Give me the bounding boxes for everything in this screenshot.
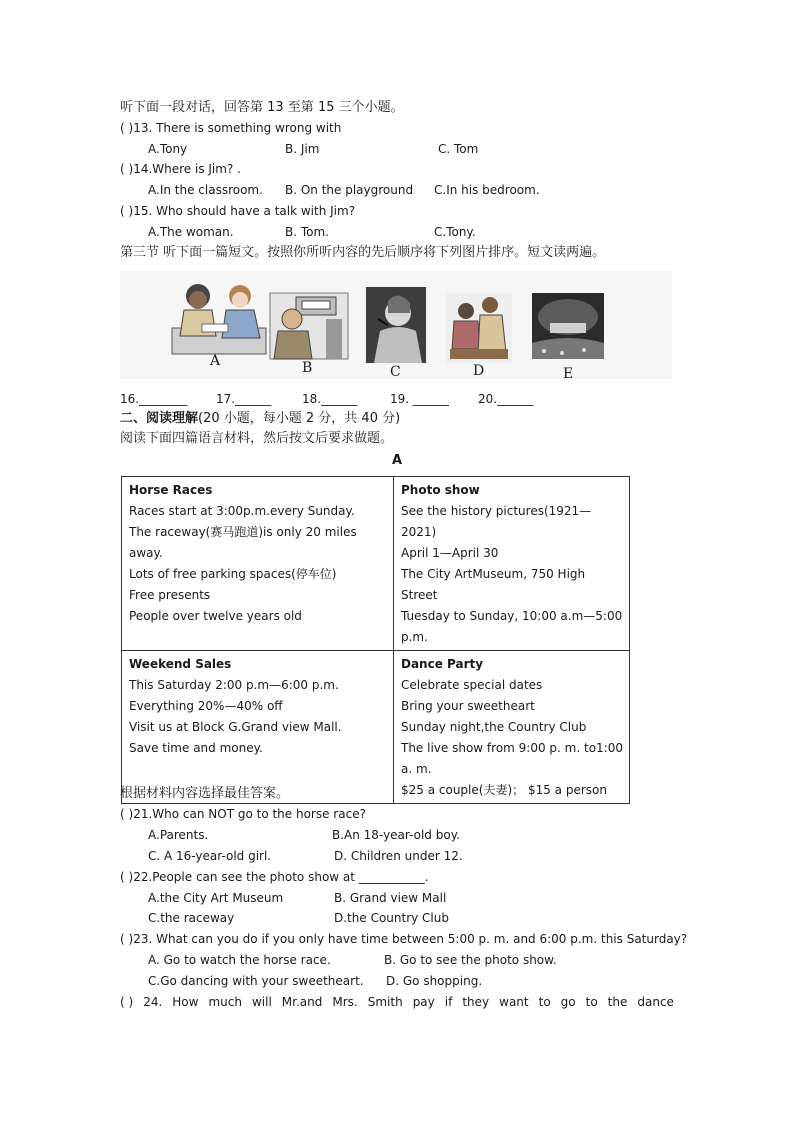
question-word: the [607, 995, 628, 1009]
question-word: Smith [367, 995, 403, 1009]
option-a: A.the City Art Museum [148, 891, 284, 905]
ad-line: This Saturday 2:00 p.m—6:00 p.m. [129, 678, 339, 692]
ad-title: Horse Races [129, 483, 213, 497]
question-word: will [251, 995, 272, 1009]
photo-show-ad [394, 477, 630, 651]
option-a: A.The woman. [148, 225, 234, 239]
section-3-instruction: 第三节 听下面一篇短文。按照你所听内容的先后顺序将下列图片排序。短文读两遍。 [120, 245, 606, 260]
ads-table [121, 476, 630, 804]
ad-line: Everything 20%—40% off [129, 699, 283, 713]
option-b: B. Go to see the photo show. [384, 953, 557, 967]
question-word: 24. [143, 995, 163, 1009]
ad-line: Tuesday to Sunday, 10:00 a.m—5:00 [401, 609, 623, 623]
option-b: B. Jim [285, 142, 320, 156]
question-word: Mr.and [281, 995, 323, 1009]
option-d: D. Children under 12. [334, 849, 463, 863]
ad-line: April 1—April 30 [401, 546, 499, 560]
option-a: A. Go to watch the horse race. [148, 953, 331, 967]
question-stem: 13. There is something wrong with [133, 121, 342, 135]
question-word: Mrs. [332, 995, 358, 1009]
question-15 [120, 203, 355, 219]
question-word: to [585, 995, 598, 1009]
question-stem: 15. Who should have a talk with Jim? [133, 204, 356, 218]
option-c: C.the raceway [148, 911, 235, 925]
picture-b-sign-illustration [268, 289, 350, 363]
question-14 [120, 161, 241, 177]
ad-line: See the history pictures(1921—2021) [401, 504, 592, 539]
ad-line: Lots of free parking spaces(停车位) [129, 567, 337, 581]
picture-label-b: B [302, 360, 313, 376]
option-d: D. Go shopping. [386, 974, 483, 988]
ad-line: Bring your sweetheart [401, 699, 535, 713]
reading-heading [120, 411, 400, 427]
ad-line: Visit us at Block G.Grand view Mall. [129, 720, 342, 734]
answer-paren[interactable]: ( ) [120, 204, 134, 218]
ad-line: People over twelve years old [129, 609, 302, 623]
question-word: if [444, 995, 453, 1009]
picture-strip [120, 271, 672, 382]
ad-line: $25 a couple(夫妻)； $15 a person [401, 783, 607, 797]
listening-intro: 听下面一段对话，回答第 13 至第 15 三个小题。 [120, 100, 404, 115]
ad-line: The raceway(赛马跑道)is only 20 miles away. [129, 525, 357, 560]
question-word: much [208, 995, 242, 1009]
answer-paren[interactable]: ( ) [120, 995, 134, 1009]
question-22 [120, 869, 429, 885]
reading-heading-title: 二、阅读理解 [120, 411, 199, 426]
dance-party-ad [394, 651, 630, 804]
question-stem: 21.Who can NOT go to the horse race? [133, 807, 366, 821]
picture-label-e: E [563, 366, 574, 382]
option-c: C.Go dancing with your sweetheart. [148, 974, 364, 988]
question-word: How [172, 995, 199, 1009]
answer-paren[interactable]: ( ) [120, 807, 134, 821]
ad-line: Celebrate special dates [401, 678, 543, 692]
option-c: C.Tony. [434, 225, 476, 239]
option-c: C.In his bedroom. [434, 183, 540, 197]
picture-a-study-illustration [162, 276, 272, 358]
passage-label: A [392, 453, 403, 468]
reading-instruction: 阅读下面四篇语言材料，然后按文后要求做题。 [120, 431, 394, 446]
picture-label-c: C [390, 364, 401, 380]
answer-blank-20[interactable]: 20.______ [478, 392, 534, 406]
option-b: B.An 18-year-old boy. [332, 828, 460, 842]
answer-paren[interactable]: ( ) [120, 870, 134, 884]
ad-line: Sunday night,the Country Club [401, 720, 587, 734]
option-c: C. A 16-year-old girl. [148, 849, 272, 863]
ad-line: a. m. [401, 762, 432, 776]
question-word: they [462, 995, 490, 1009]
answer-paren[interactable]: ( ) [120, 121, 134, 135]
answer-blank-16[interactable]: 16.________ [120, 392, 188, 406]
question-23 [120, 931, 687, 947]
question-24 [120, 994, 674, 1010]
answer-blank-17[interactable]: 17.______ [216, 392, 272, 406]
question-word: to [538, 995, 551, 1009]
option-b: B. Tom. [285, 225, 329, 239]
ad-line: Races start at 3:00p.m.every Sunday. [129, 504, 355, 518]
picture-e-landscape-photo [532, 293, 604, 359]
picture-d-family-illustration [446, 293, 512, 363]
question-word: pay [412, 995, 435, 1009]
question-stem: 23. What can you do if you only have time between 5:00 p. m. and 6:00 p.m. this Saturday? [133, 932, 688, 946]
choose-instruction: 根据材料内容选择最佳答案。 [120, 786, 290, 801]
question-stem: 14.Where is Jim? . [133, 162, 241, 176]
question-stem: 22.People can see the photo show at ___________. [133, 870, 429, 884]
picture-c-singer-photo [366, 287, 426, 363]
answer-paren[interactable]: ( ) [120, 162, 134, 176]
ad-line: p.m. [401, 630, 428, 644]
ad-title: Dance Party [401, 657, 484, 671]
picture-label-a: A [210, 353, 221, 369]
ad-line: The City ArtMuseum, 750 High Street [401, 567, 586, 602]
horse-races-ad [122, 477, 394, 651]
option-c: C. Tom [438, 142, 479, 156]
ad-line: The live show from 9:00 p. m. to1:00 [401, 741, 623, 755]
ad-line: Free presents [129, 588, 211, 602]
question-21 [120, 806, 366, 822]
option-a: A.In the classroom. [148, 183, 263, 197]
option-b: B. On the playground [285, 183, 414, 197]
ad-title: Photo show [401, 483, 480, 497]
question-13 [120, 120, 341, 136]
question-word: dance [637, 995, 674, 1009]
reading-heading-note: (20 小题，每小题 2 分，共 40 分) [198, 411, 401, 426]
answer-blank-18[interactable]: 18.______ [302, 392, 358, 406]
weekend-sales-ad [122, 651, 394, 804]
option-d: D.the Country Club [334, 911, 449, 925]
picture-label-d: D [473, 363, 485, 379]
answer-paren[interactable]: ( ) [120, 932, 134, 946]
option-a: A.Parents. [148, 828, 209, 842]
question-word: want [499, 995, 529, 1009]
option-a: A.Tony [148, 142, 188, 156]
ad-line: Save time and money. [129, 741, 263, 755]
option-b: B. Grand view Mall [334, 891, 447, 905]
ad-title: Weekend Sales [129, 657, 232, 671]
question-word: go [560, 995, 576, 1009]
answer-blank-19[interactable]: 19. ______ [390, 392, 449, 406]
